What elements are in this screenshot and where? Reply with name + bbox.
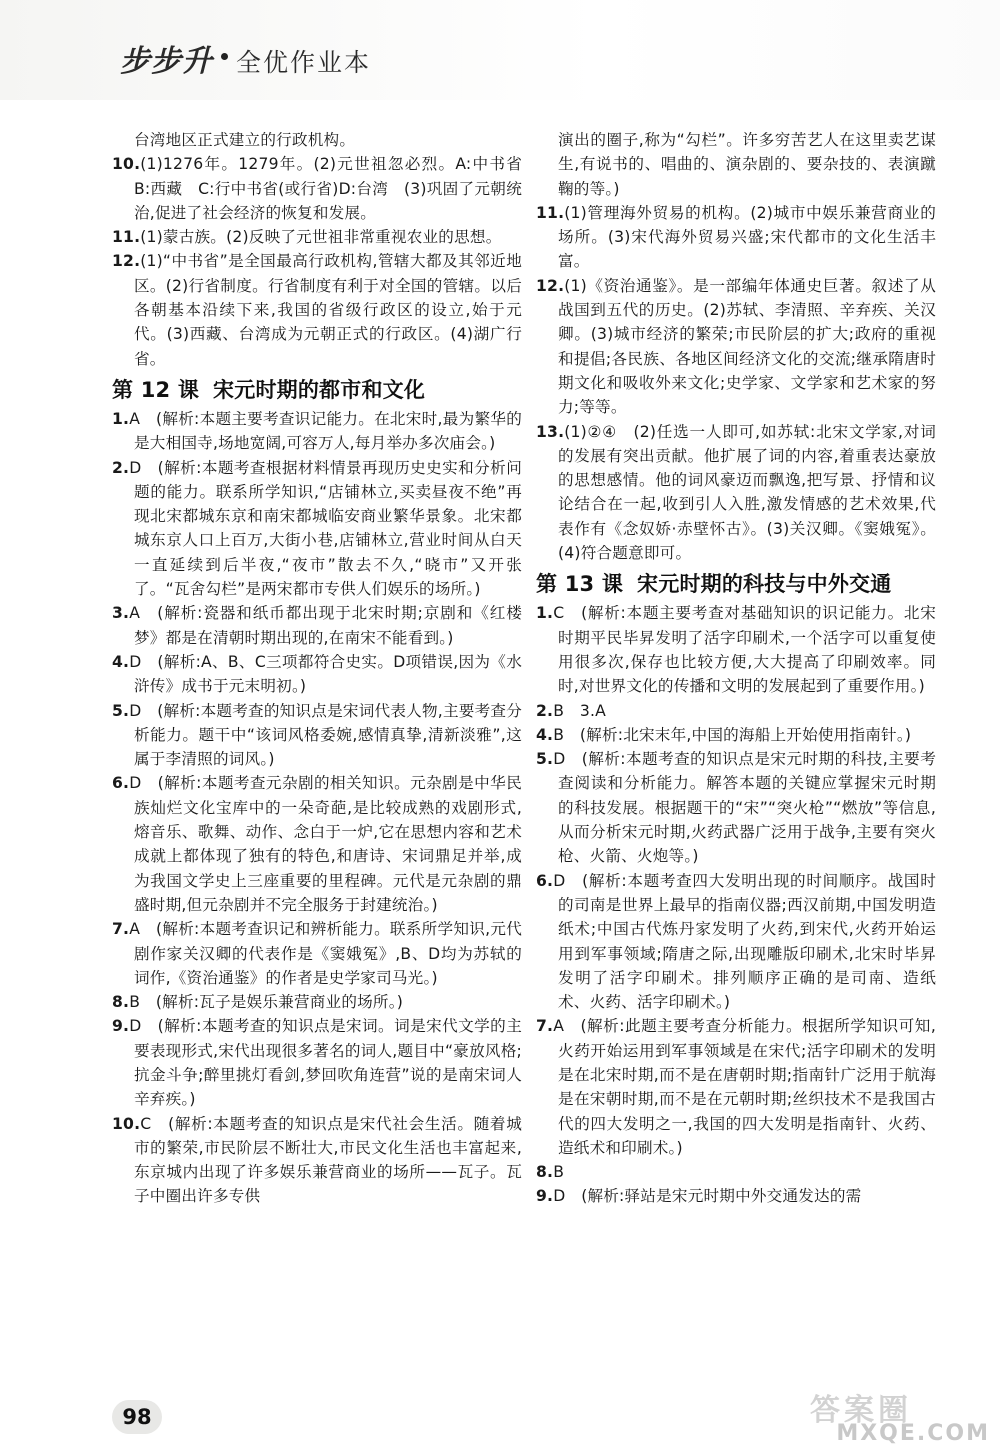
answer-entry bbox=[112, 1014, 522, 1111]
watermark-logo bbox=[800, 1385, 990, 1445]
answer-entry bbox=[536, 869, 936, 1015]
brand-separator-dot bbox=[221, 53, 228, 60]
answer-entry bbox=[112, 650, 522, 699]
answer-text: A (解析:本题考查识记和辨析能力。联系所学知识,元代剧作家关汉卿的代表作是《窦娥冤》,B、D均为苏轼的词作,《资治通鉴》的作者是史学家司马光。) bbox=[129, 920, 522, 987]
lesson-label: 第 13 课 bbox=[536, 572, 624, 597]
answer-number: 6. bbox=[536, 871, 554, 890]
answer-entry bbox=[536, 601, 936, 698]
answer-entry bbox=[536, 1014, 936, 1160]
answer-number: 11. bbox=[112, 228, 141, 247]
answer-entry bbox=[112, 152, 538, 225]
page-number: 98 bbox=[112, 1400, 162, 1434]
answer-text: D (解析:本题考查根据材料情景再现历史史实和分析问题的能力。联系所学知识,“店铺林立,买卖昼夜不绝”再现北宋都城东京和南宋都城临安商业繁华景象。北宋都城东京人口上百万,大街小巷,店铺林立,营业时间从白天一直延续到后半夜,“夜市”散去不久,“晓市”又开张了。“瓦舍勾栏”是两宋都市专供人们娱乐的场所。) bbox=[129, 458, 522, 599]
brand-logo bbox=[120, 36, 372, 79]
lesson-title: 宋元时期的都市和文化 bbox=[213, 377, 426, 402]
lesson-heading bbox=[112, 375, 522, 405]
answer-text: (1)1276年。1279年。(2)元世祖忽必烈。A:中书省 B:西藏 C:行中书省(或行省)D:台湾 (3)巩固了元朝统治,促进了社会经济的恢复和发展。 bbox=[134, 155, 538, 222]
lesson-heading bbox=[536, 569, 936, 599]
lesson-title: 宋元时期的科技与中外交通 bbox=[637, 572, 892, 597]
answer-number: 3. bbox=[112, 604, 130, 623]
answer-entry bbox=[536, 201, 936, 274]
answer-number: 9. bbox=[536, 1187, 554, 1206]
answer-text: D (解析:本题考查元杂剧的相关知识。元杂剧是中华民族灿烂文化宝库中的一朵奇葩,是比较成熟的戏剧形式,熔音乐、歌舞、动作、念白于一炉,它在思想内容和艺术成就上都体现了独有的特色,和唐诗、宋词鼎足并举,成为我国文学史上三座重要的里程碑。元代是元杂剧的鼎盛时期,但元杂剧并不完全服务于封建统治。) bbox=[129, 774, 522, 914]
answer-number: 4. bbox=[536, 725, 554, 744]
answer-text: A (解析:此题主要考查分析能力。根据所学知识可知,火药开始运用到军事领域是在宋代;活字印刷术的发明是在北宋时期,而不是在唐朝时期;指南针广泛用于航海是在宋朝时期,而不是在元朝时期;丝织技术不是我国古代的四大发明之一,我国的四大发明是指南针、火药、造纸术和印刷术。) bbox=[553, 1017, 936, 1157]
answer-number: 7. bbox=[112, 920, 130, 939]
answer-number: 2. bbox=[536, 701, 554, 720]
left-column bbox=[112, 128, 538, 1209]
answer-text: B (解析:瓦子是娱乐兼营商业的场所。) bbox=[129, 993, 404, 1012]
answer-number: 4. bbox=[112, 652, 130, 671]
answer-text: D (解析:本题考查四大发明出现的时间顺序。战国时的司南是世界上最早的指南仪器;西汉前期,中国发明造纸术;中国古代炼丹家发明了火药,到宋代,火药开始运用到军事领域;隋唐之际,出现雕版印刷术,北宋时毕昇发明了活字印刷术。排列顺序正确的是司南、造纸术、火药、活字印刷术。) bbox=[553, 871, 936, 1012]
answer-text: B (解析:北宋末年,中国的海船上开始使用指南针。) bbox=[553, 725, 912, 744]
answer-entry bbox=[112, 1112, 522, 1209]
answer-text: D (解析:本题考查的知识点是宋词代表人物,主要考查分析能力。题干中“该词风格委婉,感情真挚,清新淡雅”,这属于李清照的词风。) bbox=[129, 701, 522, 769]
answer-text: D (解析:A、B、C三项都符合史实。D项错误,因为《水浒传》成书于元末明初。) bbox=[129, 652, 522, 696]
answer-entry bbox=[112, 225, 522, 249]
answer-text: A (解析:瓷器和纸币都出现于北宋时期;京剧和《红楼梦》都是在清朝时期出现的,在南宋不能看到。) bbox=[129, 604, 522, 647]
answer-number: 12. bbox=[536, 276, 565, 295]
answer-number: 10. bbox=[112, 155, 141, 174]
answer-entry bbox=[112, 990, 522, 1014]
lesson-label: 第 12 课 bbox=[112, 377, 200, 402]
right-column bbox=[536, 128, 936, 1209]
watermark-mark: 答案圈 bbox=[810, 1393, 912, 1428]
answer-text: B 3.A bbox=[553, 701, 607, 720]
page-header bbox=[0, 0, 1000, 100]
answer-number: 5. bbox=[536, 750, 554, 769]
answer-text: C (解析:本题主要考查对基础知识的识记能力。北宋时期平民毕昇发明了活字印刷术,一个活字可以重复使用很多次,保存也比较方便,大大提高了印刷效率。同时,对世界文化的传播和文明的发展起到了重要作用。) bbox=[553, 604, 936, 696]
answer-continuation: 台湾地区正式建立的行政机构。 bbox=[134, 131, 356, 149]
answer-entry bbox=[112, 407, 522, 456]
answer-number: 13. bbox=[536, 422, 565, 441]
answer-text: (1)管理海外贸易的机构。(2)城市中娱乐兼营商业的场所。(3)宋代海外贸易兴盛;宋代都市的文化生活丰富。 bbox=[558, 203, 936, 271]
answer-text: (1)②④ (2)任选一人即可,如苏轼:北宋文学家,对词的发展有突出贡献。他扩展了词的内容,着重表达豪放的思想感情。他的词风豪迈而飘逸,把写景、抒情和议论结合在一起,收到引人入胜,激发情感的艺术效果,代表作有《念奴娇·赤壁怀古》。(3)关汉卿。《窦娥冤》。(4)符合题意即可。 bbox=[558, 422, 936, 563]
answer-number: 1. bbox=[112, 409, 130, 428]
answer-number: 5. bbox=[112, 701, 130, 720]
brand-subtitle: 全优作业本 bbox=[236, 48, 372, 77]
answer-entry bbox=[536, 274, 936, 420]
answer-text: D (解析:驿站是宋元时期中外交通发达的需 bbox=[553, 1187, 862, 1206]
answer-number: 6. bbox=[112, 774, 130, 793]
answer-text: D (解析:本题考查的知识点是宋词。词是宋代文学的主要表现形式,宋代出现很多著名的词人,题目中“豪放风格;抗金斗争;醉里挑灯看剑,梦回吹角连营”说的是南宋词人辛弃疾。) bbox=[129, 1017, 522, 1109]
answer-entry bbox=[536, 1160, 936, 1184]
answer-text: (1)“中书省”是全国最高行政机构,管辖大都及其邻近地区。(2)行省制度。行省制度有利于对全国的管辖。以后各朝基本沿续下来,我国的省级行政区的设立,始于元代。(3)西藏、台湾成为元朝正式的行政区。(4)湖广行省。 bbox=[134, 252, 522, 368]
answer-entry bbox=[112, 917, 522, 990]
answer-number: 11. bbox=[536, 203, 565, 222]
answer-entry bbox=[536, 747, 936, 868]
answer-entry bbox=[112, 601, 522, 650]
answer-entry bbox=[536, 420, 936, 566]
answer-continuation: 演出的圈子,称为“勾栏”。许多穷苦艺人在这里卖艺谋生,有说书的、唱曲的、演杂剧的、要杂技的、表演蹴鞠的等。) bbox=[558, 131, 936, 198]
answer-number: 8. bbox=[112, 993, 130, 1012]
answer-entry bbox=[112, 456, 522, 602]
answer-number: 12. bbox=[112, 252, 141, 271]
answer-text: (1)《资治通鉴》。是一部编年体通史巨著。叙述了从战国到五代的历史。(2)苏轼、李清照、辛弃疾、关汉卿。(3)城市经济的繁荣;市民阶层的扩大;政府的重视和提倡;各民族、各地区间经济文化的交流;继承隋唐时期文化和吸收外来文化;史学家、文学家和艺术家的努力;等等。 bbox=[558, 276, 936, 417]
answer-entry bbox=[112, 249, 522, 370]
brand-name: 步步升 bbox=[120, 44, 213, 79]
answer-text: (1)蒙古族。(2)反映了元世祖非常重视农业的思想。 bbox=[140, 228, 502, 247]
answer-number: 1. bbox=[536, 604, 554, 623]
answer-text: A (解析:本题主要考查识记能力。在北宋时,最为繁华的是大相国寺,场地宽阔,可容万人,每月举办多次庙会。) bbox=[129, 409, 522, 453]
answer-number: 10. bbox=[112, 1114, 141, 1133]
answer-entry bbox=[112, 699, 522, 772]
answer-number: 2. bbox=[112, 458, 130, 477]
answer-number: 7. bbox=[536, 1017, 554, 1036]
answer-entry bbox=[536, 1184, 936, 1208]
answer-number: 9. bbox=[112, 1017, 130, 1036]
answer-entry bbox=[112, 771, 522, 917]
answer-text: D (解析:本题考查的知识点是宋元时期的科技,主要考查阅读和分析能力。解答本题的关键应掌握宋元时期的科技发展。根据题干的“宋”“突火枪”“燃放”等信息,从而分析宋元时期,火药武器广泛用于战争,主要有突火枪、火箭、火炮等。) bbox=[553, 750, 936, 866]
answer-text: C (解析:本题考查的知识点是宋代社会生活。随着城市的繁荣,市民阶层不断壮大,市民文化生活也丰富起来,东京城内出现了许多娱乐兼营商业的场所——瓦子。瓦子中圈出许多专供 bbox=[134, 1114, 522, 1206]
watermark-url: MXQE.COM bbox=[836, 1421, 990, 1446]
answer-entry bbox=[536, 723, 936, 747]
answer-number: 8. bbox=[536, 1163, 554, 1182]
answer-entry bbox=[536, 699, 936, 723]
answer-text: B bbox=[553, 1163, 565, 1182]
